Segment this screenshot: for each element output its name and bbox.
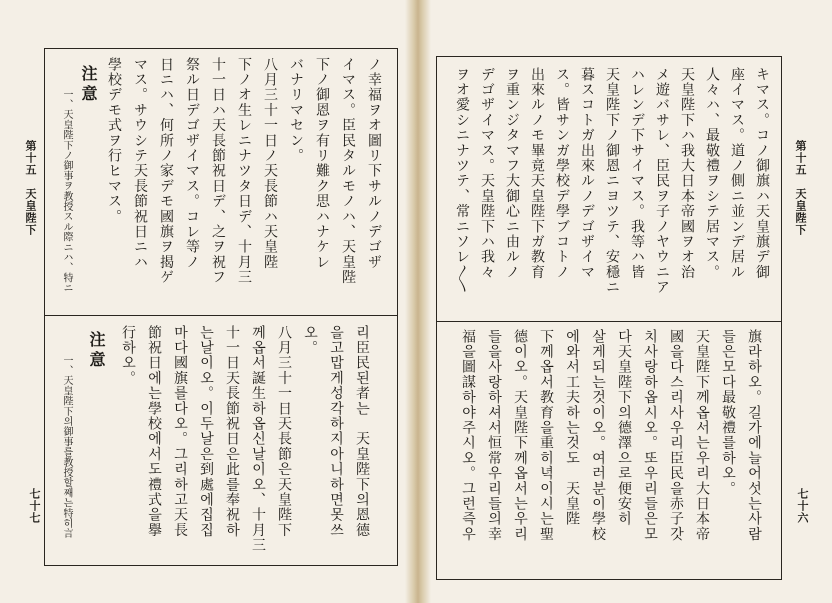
left-margin-header: 第十五 天皇陛下 xyxy=(24,140,37,236)
right-lower-col-7: 살게되는것이오。여러분이學校 xyxy=(590,329,606,542)
left-upper-col-8: 祭ル日デゴザイマス。コレ等ノ xyxy=(184,57,200,270)
right-upper-col-7: 天皇陛下ノ御恩ニヨツテ、安穩ニ xyxy=(604,67,620,295)
right-lower-col-8: 에와서工夫하는것도 天皇陛 xyxy=(564,329,580,527)
right-upper-col-12: デゴザイマス。天皇陛下ハ我々 xyxy=(479,67,495,280)
right-upper-col-3: 人々ハ、最敬禮ヲシテ居マス。 xyxy=(704,67,720,280)
book-gutter xyxy=(405,0,431,603)
left-lower-col-8: 마다國旗를다오。그리하고天長 xyxy=(172,325,188,538)
right-lower-col-9: 下께옵서教育을重히녁이시는聖 xyxy=(538,329,554,542)
right-upper-col-13: ヲオ愛シニナツテ、常ニソレ〳〵 xyxy=(454,67,470,294)
right-lower-col-3: 天皇陛下께옵서는우리大日本帝 xyxy=(694,329,710,542)
right-frame-divider xyxy=(437,321,781,322)
left-lower-col-4: 八月三十一日天長節은天皇陛下 xyxy=(276,325,292,538)
left-upper-col-3: 下ノ御恩ヲ有リ難ク思ハナケレ xyxy=(314,57,330,270)
right-text-frame xyxy=(436,56,782,580)
left-upper-col-4: バナリマセン。 xyxy=(288,57,304,164)
right-lower-col-11: 들을사랑하셔서恒常우리들의幸 xyxy=(486,329,502,542)
right-lower-col-2: 들은모다最敬禮를하오。 xyxy=(720,329,736,497)
left-lower-col-2: 을고맙게성각하지아니하면못쓰 xyxy=(328,325,344,538)
left-upper-col-10: マス。サウシテ天長節祝日ニハ xyxy=(132,57,148,270)
right-upper-col-4: 天皇陛下ハ我大日本帝國ヲオ治 xyxy=(679,67,695,280)
left-upper-col-11: 學校デモ式ヲ行ヒマス。 xyxy=(106,57,122,225)
left-lower-col-7: 는날이오。이두날은到處에집집 xyxy=(198,325,214,538)
right-upper-col-11: ヲ重ンジタマフ大御心ニ由ルノ xyxy=(504,67,520,280)
right-lower-col-12: 福을圖謀하야주시오。그런즉우 xyxy=(460,329,476,542)
right-lower-col-5: 치사랑하옵시오。또우리들은모 xyxy=(642,329,658,542)
right-lower-col-1: 旗라하오。길가에늘어섯는사람 xyxy=(746,329,762,542)
right-upper-col-2: 座イマス。道ノ側ニ並ンデ居ル xyxy=(729,67,745,280)
right-margin-header: 第十五 天皇陛下 xyxy=(794,140,807,236)
left-frame-divider xyxy=(45,315,397,316)
right-upper-col-8: 暮スコトガ出來ルノデゴザイマ xyxy=(579,67,595,280)
left-upper-col-5: 八月三十一日ノ天長節ハ天皇陛 xyxy=(262,57,278,270)
left-upper-col-1: ノ幸福ヲオ圖リ下サルノデゴザ xyxy=(366,57,382,270)
right-upper-col-9: ス。皆サンガ學校デ學ブコトノ xyxy=(554,67,570,280)
left-lower-col-6: 十一日天長節祝日은此를奉祝하 xyxy=(224,325,240,538)
left-upper-note: 一、天皇陛下ノ御事ヲ教授スル際ニハ、特ニ xyxy=(61,89,72,293)
left-upper-col-9: 日ニハ、何所ノ家デモ國旗ヲ揭ゲ xyxy=(158,57,174,285)
right-upper-col-1: キマス。コノ御旗ハ天皇旗デ御 xyxy=(754,67,770,280)
right-upper-col-6: ハレンデ下サイマス。我等ハ皆 xyxy=(629,67,645,280)
left-upper-col-2: イマス。臣民タルモノハ、天皇陛 xyxy=(340,57,356,285)
left-page-number: 七十七 xyxy=(28,488,41,524)
right-lower-col-6: 다天皇陛下의德澤으로便安히 xyxy=(616,329,632,527)
left-lower-col-10: 行하오。 xyxy=(120,325,136,386)
left-lower-note-heading: 注意 xyxy=(87,331,106,371)
right-upper-col-10: 出來ルノモ畢竟天皇陛下ガ教育 xyxy=(529,67,545,280)
right-lower-col-4: 國을다스리사우리臣民을赤子갓 xyxy=(668,329,684,542)
left-upper-col-7: 十一日ハ天長節祝日デ、之ヲ祝フ xyxy=(210,57,226,285)
right-upper-col-5: メ遊バサレ、臣民ヲ子ノヤウニア xyxy=(654,67,670,295)
left-lower-col-1: 리臣民된者는 天皇陛下의恩德 xyxy=(354,325,370,538)
left-lower-col-3: 오。 xyxy=(302,325,318,356)
left-upper-note-heading: 注意 xyxy=(79,65,98,105)
left-lower-col-5: 께옵서誕生하옵신날이오、十月三 xyxy=(250,325,266,553)
right-lower-col-10: 德이오。天皇陛下께옵서는우리 xyxy=(512,329,528,542)
left-lower-col-9: 節祝日에는學校에서도禮式을擧 xyxy=(146,325,162,538)
right-page-number: 七十六 xyxy=(796,488,809,524)
left-upper-col-6: 下ノオ生レニナツタ日デ、十月三 xyxy=(236,57,252,285)
left-text-frame xyxy=(44,48,398,566)
left-lower-note: 一、天皇陛下의御事를教授할째는特히言 xyxy=(61,355,72,539)
